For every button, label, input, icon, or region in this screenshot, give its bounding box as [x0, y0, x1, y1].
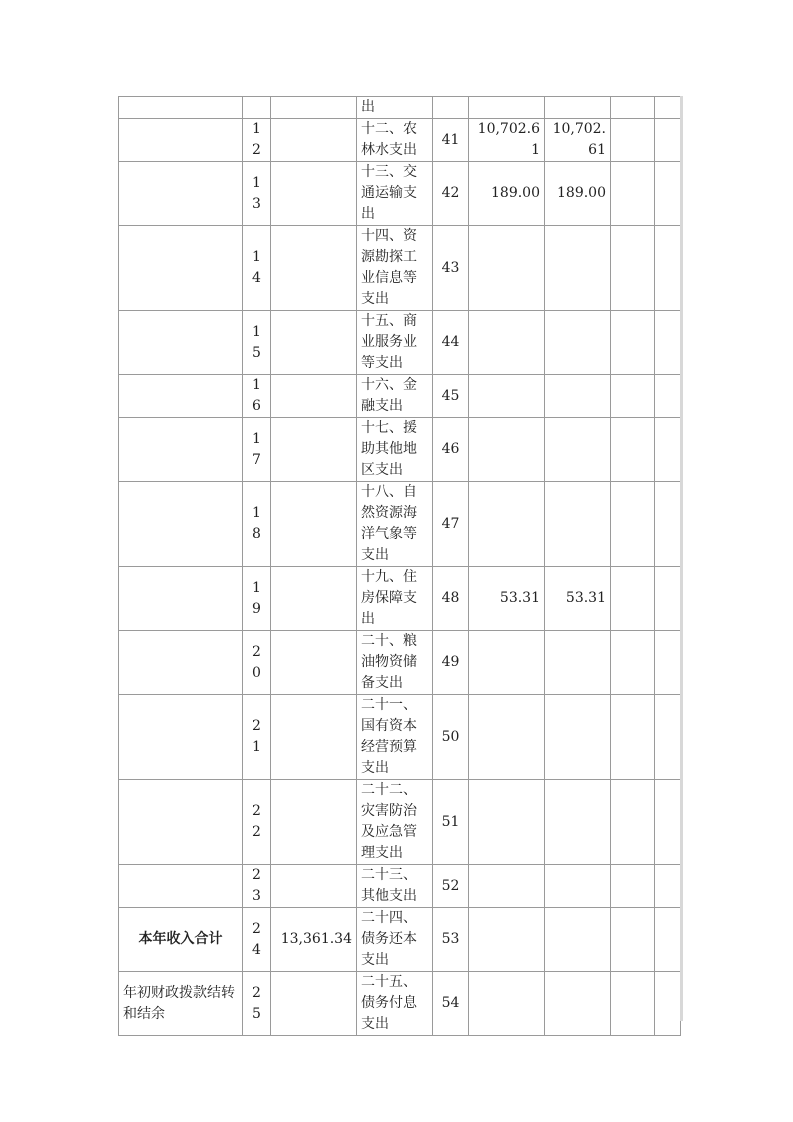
expenditure-item-cell: 二十二、灾害防治及应急管理支出 [357, 780, 433, 865]
total-amount-cell [469, 97, 545, 119]
expenditure-item-cell: 出 [357, 97, 433, 119]
expenditure-item-cell: 二十四、债务还本支出 [357, 908, 433, 972]
general-budget-amount-cell [545, 482, 611, 567]
table-row [119, 972, 681, 1036]
expenditure-line-no-cell: 43 [433, 226, 469, 311]
expenditure-line-no-cell: 49 [433, 631, 469, 695]
fiscal-expenditure-table [118, 96, 681, 1036]
income-item-cell [119, 482, 243, 567]
empty-cell [655, 226, 681, 311]
income-line-no-cell: 19 [243, 567, 271, 631]
income-item-cell [119, 780, 243, 865]
empty-cell [611, 482, 655, 567]
income-line-no-cell: 21 [243, 695, 271, 780]
general-budget-amount-cell: 10,702.61 [545, 119, 611, 162]
empty-cell [655, 865, 681, 908]
general-budget-amount-cell [545, 780, 611, 865]
expenditure-item-cell: 二十三、其他支出 [357, 865, 433, 908]
income-amount-cell [271, 780, 357, 865]
empty-cell [611, 311, 655, 375]
table-row [119, 631, 681, 695]
empty-cell [611, 780, 655, 865]
total-amount-cell [469, 226, 545, 311]
income-item-cell: 本年收入合计 [119, 908, 243, 972]
empty-cell [655, 482, 681, 567]
empty-cell [655, 567, 681, 631]
income-line-no-cell: 18 [243, 482, 271, 567]
table-row [119, 226, 681, 311]
income-item-cell [119, 119, 243, 162]
income-line-no-cell: 13 [243, 162, 271, 226]
expenditure-line-no-cell: 52 [433, 865, 469, 908]
empty-cell [611, 567, 655, 631]
general-budget-amount-cell [545, 908, 611, 972]
empty-cell [611, 865, 655, 908]
expenditure-line-no-cell: 46 [433, 418, 469, 482]
empty-cell [655, 375, 681, 418]
empty-cell [655, 418, 681, 482]
income-amount-cell [271, 695, 357, 780]
table-row [119, 567, 681, 631]
table-row [119, 865, 681, 908]
empty-cell [611, 908, 655, 972]
income-amount-cell [271, 972, 357, 1036]
empty-cell [611, 162, 655, 226]
expenditure-line-no-cell: 44 [433, 311, 469, 375]
income-amount-cell: 13,361.34 [271, 908, 357, 972]
table-row [119, 119, 681, 162]
income-line-no-cell: 17 [243, 418, 271, 482]
empty-cell [655, 162, 681, 226]
empty-cell [611, 119, 655, 162]
income-item-cell [119, 162, 243, 226]
empty-cell [611, 418, 655, 482]
general-budget-amount-cell [545, 311, 611, 375]
expenditure-item-cell: 二十一、国有资本经营预算支出 [357, 695, 433, 780]
income-line-no-cell: 14 [243, 226, 271, 311]
general-budget-amount-cell [545, 97, 611, 119]
total-amount-cell [469, 418, 545, 482]
income-line-no-cell: 15 [243, 311, 271, 375]
empty-cell [611, 631, 655, 695]
total-amount-cell [469, 631, 545, 695]
table-row [119, 162, 681, 226]
total-amount-cell [469, 865, 545, 908]
expenditure-item-cell: 十九、住房保障支出 [357, 567, 433, 631]
general-budget-amount-cell: 53.31 [545, 567, 611, 631]
empty-cell [611, 97, 655, 119]
income-item-cell [119, 97, 243, 119]
income-item-cell [119, 418, 243, 482]
table-row [119, 780, 681, 865]
general-budget-amount-cell [545, 226, 611, 311]
general-budget-amount-cell [545, 631, 611, 695]
expenditure-item-cell: 十八、自然资源海洋气象等支出 [357, 482, 433, 567]
total-amount-cell [469, 695, 545, 780]
empty-cell [655, 908, 681, 972]
total-amount-cell [469, 908, 545, 972]
total-amount-cell [469, 482, 545, 567]
table-row [119, 908, 681, 972]
expenditure-line-no-cell: 48 [433, 567, 469, 631]
income-amount-cell [271, 567, 357, 631]
total-amount-cell [469, 780, 545, 865]
expenditure-item-cell: 十四、资源勘探工业信息等支出 [357, 226, 433, 311]
general-budget-amount-cell: 189.00 [545, 162, 611, 226]
expenditure-line-no-cell: 42 [433, 162, 469, 226]
general-budget-amount-cell [545, 972, 611, 1036]
table-row [119, 482, 681, 567]
total-amount-cell: 10,702.61 [469, 119, 545, 162]
income-line-no-cell [243, 97, 271, 119]
general-budget-amount-cell [545, 375, 611, 418]
income-line-no-cell: 22 [243, 780, 271, 865]
expenditure-line-no-cell: 41 [433, 119, 469, 162]
general-budget-amount-cell [545, 418, 611, 482]
empty-cell [655, 631, 681, 695]
total-amount-cell [469, 972, 545, 1036]
income-line-no-cell: 24 [243, 908, 271, 972]
total-amount-cell [469, 311, 545, 375]
expenditure-item-cell: 十五、商业服务业等支出 [357, 311, 433, 375]
expenditure-line-no-cell: 50 [433, 695, 469, 780]
scroll-edge-divider [680, 96, 683, 1021]
income-amount-cell [271, 631, 357, 695]
empty-cell [655, 97, 681, 119]
expenditure-item-cell: 十六、金融支出 [357, 375, 433, 418]
expenditure-line-no-cell: 51 [433, 780, 469, 865]
general-budget-amount-cell [545, 865, 611, 908]
empty-cell [611, 226, 655, 311]
empty-cell [655, 311, 681, 375]
income-item-cell: 年初财政拨款结转和结余 [119, 972, 243, 1036]
income-item-cell [119, 695, 243, 780]
expenditure-item-cell: 十七、援助其他地区支出 [357, 418, 433, 482]
total-amount-cell: 53.31 [469, 567, 545, 631]
income-amount-cell [271, 162, 357, 226]
income-line-no-cell: 25 [243, 972, 271, 1036]
table-row [119, 375, 681, 418]
income-line-no-cell: 12 [243, 119, 271, 162]
income-line-no-cell: 23 [243, 865, 271, 908]
income-amount-cell [271, 97, 357, 119]
expenditure-line-no-cell [433, 97, 469, 119]
income-item-cell [119, 631, 243, 695]
expenditure-line-no-cell: 45 [433, 375, 469, 418]
empty-cell [655, 972, 681, 1036]
total-amount-cell: 189.00 [469, 162, 545, 226]
empty-cell [611, 695, 655, 780]
total-amount-cell [469, 375, 545, 418]
income-amount-cell [271, 226, 357, 311]
expenditure-line-no-cell: 47 [433, 482, 469, 567]
expenditure-item-cell: 十三、交通运输支出 [357, 162, 433, 226]
income-line-no-cell: 20 [243, 631, 271, 695]
income-line-no-cell: 16 [243, 375, 271, 418]
table-row [119, 695, 681, 780]
empty-cell [655, 119, 681, 162]
empty-cell [611, 972, 655, 1036]
income-item-cell [119, 226, 243, 311]
expenditure-line-no-cell: 54 [433, 972, 469, 1036]
expenditure-item-cell: 十二、农林水支出 [357, 119, 433, 162]
income-amount-cell [271, 375, 357, 418]
empty-cell [611, 375, 655, 418]
income-item-cell [119, 311, 243, 375]
empty-cell [655, 780, 681, 865]
table-row [119, 97, 681, 119]
empty-cell [655, 695, 681, 780]
expenditure-line-no-cell: 53 [433, 908, 469, 972]
income-item-cell [119, 865, 243, 908]
table-row [119, 418, 681, 482]
income-item-cell [119, 567, 243, 631]
table-row [119, 311, 681, 375]
income-amount-cell [271, 418, 357, 482]
income-amount-cell [271, 482, 357, 567]
expenditure-item-cell: 二十、粮油物资储备支出 [357, 631, 433, 695]
income-item-cell [119, 375, 243, 418]
general-budget-amount-cell [545, 695, 611, 780]
income-amount-cell [271, 865, 357, 908]
income-amount-cell [271, 119, 357, 162]
income-amount-cell [271, 311, 357, 375]
expenditure-item-cell: 二十五、债务付息支出 [357, 972, 433, 1036]
